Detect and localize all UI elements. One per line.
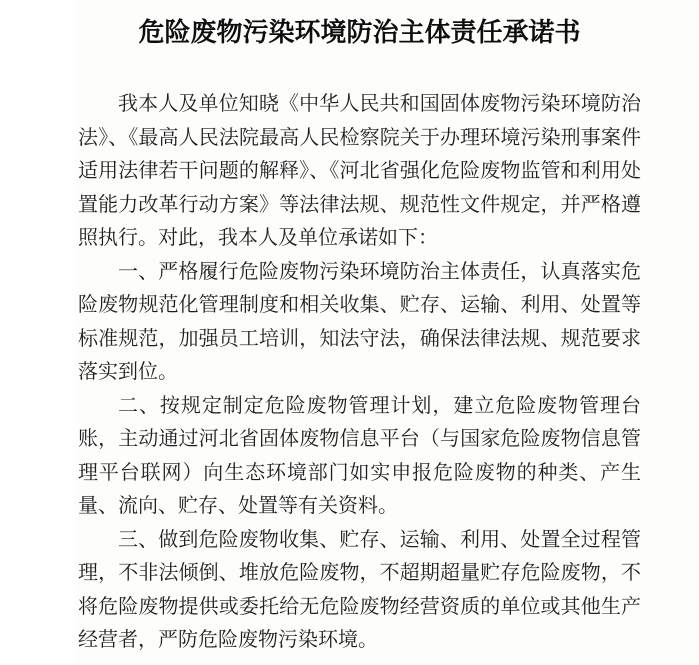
paragraph-item-2: 二、按规定制定危险废物管理计划，建立危险废物管理台账，主动通过河北省固体废物信息平台（与国家危险废物信息管理平台联网）向生态环境部门如实申报危险废物的种类、产生量、流向、贮存、处置等有关资料。 xyxy=(78,394,641,517)
document-title: 危险废物污染环境防治主体责任承诺书 xyxy=(138,18,581,47)
document-body xyxy=(78,88,641,658)
paragraph-item-1: 一、严格履行危险废物污染环境防治主体责任，认真落实危险废物规范化管理制度和相关收集、贮存、运输、利用、处置等标准规范，加强员工培训，知法守法，确保法律法规、规范要求落实到位。 xyxy=(78,260,641,383)
paragraph-intro: 我本人及单位知晓《中华人民共和国固体废物污染环境防治法》、《最高人民法院最高人民检察院关于办理环境污染刑事案件适用法律若干问题的解释》、《河北省强化危险废物监管和利用处置能力改革行动方案》等法律法规、规范性文件规定，并严格遵照执行。对此，我本人及单位承诺如下： xyxy=(78,93,641,249)
paragraph-item-3: 三、做到危险废物收集、贮存、运输、利用、处置全过程管理，不非法倾倒、堆放危险废物，不超期超量贮存危险废物，不将危险废物提供或委托给无危险废物经营资质的单位或其他生产经营者，严防危险废物污染环境。 xyxy=(78,528,641,651)
